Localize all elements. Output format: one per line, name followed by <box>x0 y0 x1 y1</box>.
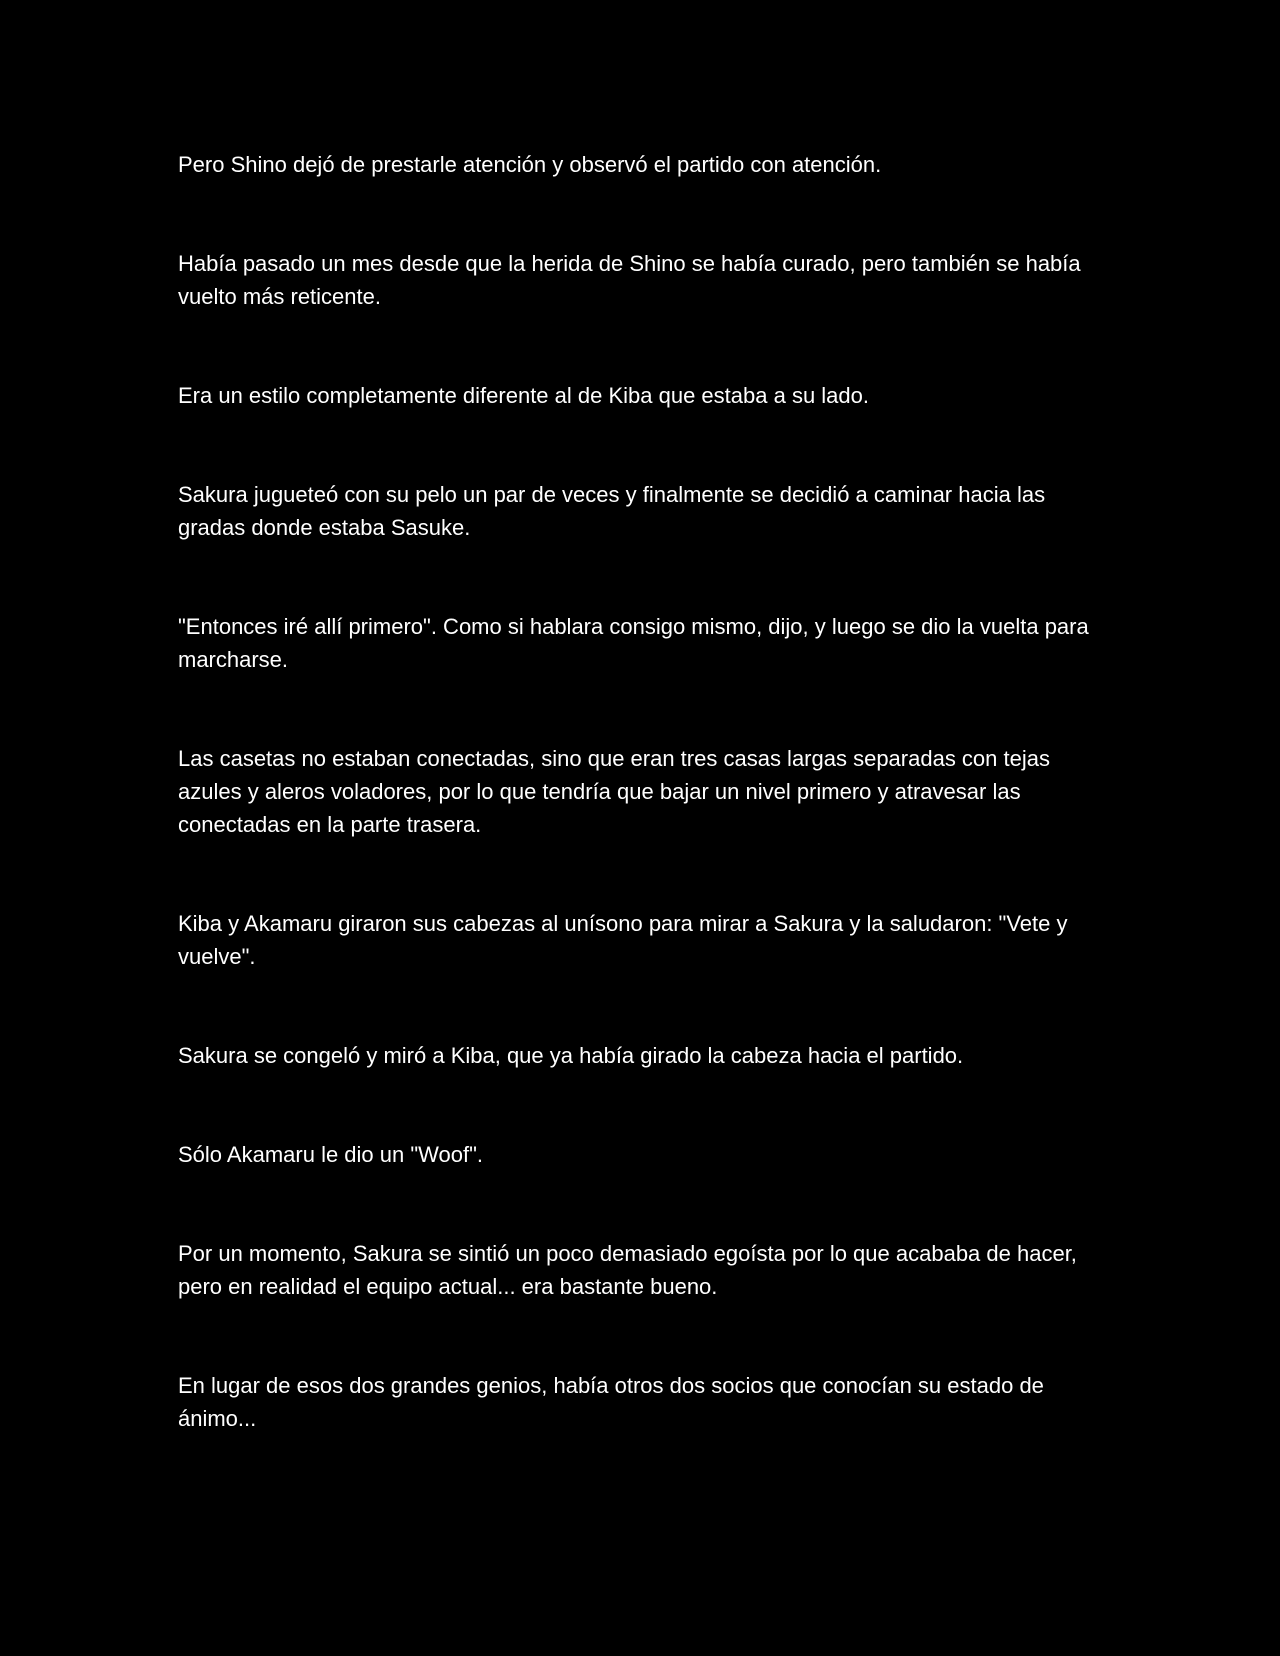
paragraph: Era un estilo completamente diferente al de Kiba que estaba a su lado. <box>178 383 870 408</box>
paragraph: Las casetas no estaban conectadas, sino que eran tres casas largas separadas con tejas azules y aleros voladores, por lo que tendría que bajar un nivel primero y atravesar las conectadas en la parte trasera. <box>178 746 1050 837</box>
paragraph: Por un momento, Sakura se sintió un poco demasiado egoísta por lo que acababa de hacer, pero en realidad el equipo actual... era bastante bueno. <box>178 1241 1077 1299</box>
paragraph: Kiba y Akamaru giraron sus cabezas al unísono para mirar a Sakura y la saludaron: "Vete y vuelve". <box>178 911 1068 969</box>
paragraph: Pero Shino dejó de prestarle atención y observó el partido con atención. <box>178 152 882 177</box>
paragraph: Sakura jugueteó con su pelo un par de veces y finalmente se decidió a caminar hacia las gradas donde estaba Sasuke. <box>178 482 1046 540</box>
paragraph: Sakura se congeló y miró a Kiba, que ya había girado la cabeza hacia el partido. <box>178 1043 964 1068</box>
paragraph: Había pasado un mes desde que la herida de Shino se había curado, pero también se había vuelto más reticente. <box>178 251 1081 309</box>
paragraph: "Entonces iré allí primero". Como si hablara consigo mismo, dijo, y luego se dio la vuelta para marcharse. <box>178 614 1089 672</box>
paragraph: En lugar de esos dos grandes genios, había otros dos socios que conocían su estado de ánimo... <box>178 1373 1044 1431</box>
paragraph: Sólo Akamaru le dio un "Woof". <box>178 1142 484 1167</box>
document-body <box>178 148 1102 1501</box>
